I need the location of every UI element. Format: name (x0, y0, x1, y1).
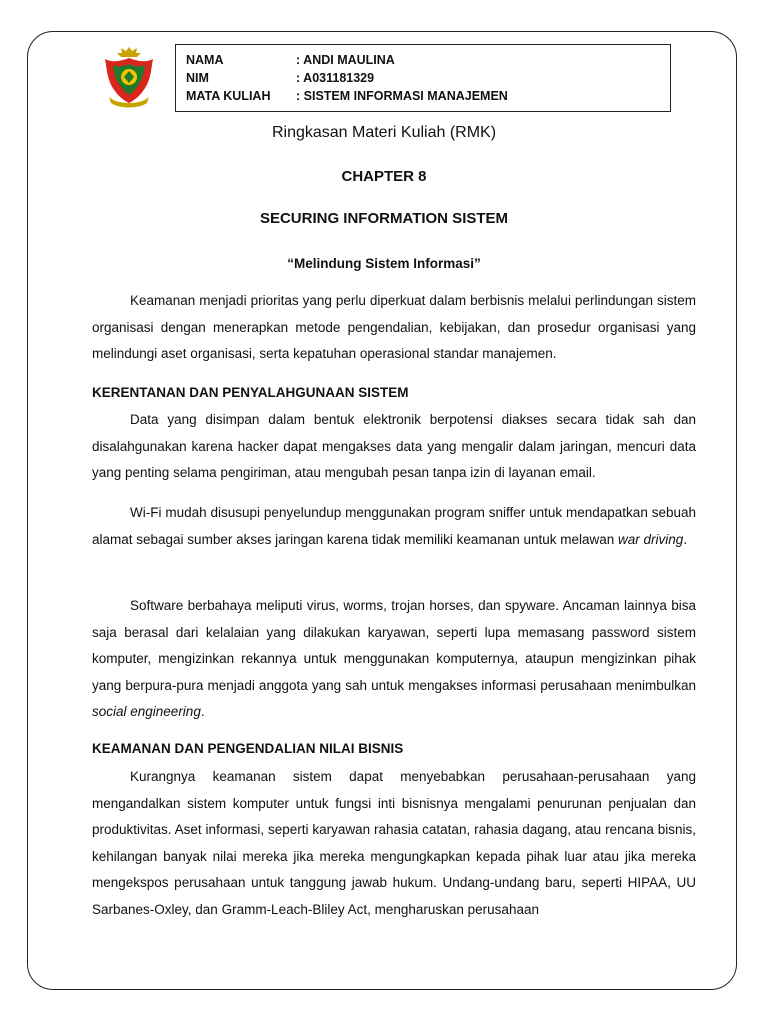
identity-label: MATA KULIAH (186, 89, 271, 103)
identity-row-nim (186, 69, 670, 87)
paragraph-main-text: Wi-Fi mudah disusupi penyelundup menggunakan program sniffer untuk mendapatkan sebuah alamat sebagai sumber akses jaringan karena tidak memiliki keamanan untuk melawan (92, 505, 696, 547)
document-title: SECURING INFORMATION SISTEM (259, 210, 509, 227)
paragraph-end: . (683, 531, 688, 547)
paragraph-end: . (200, 704, 205, 719)
italic-term: social engineering (92, 704, 201, 719)
rmk-title: Ringkasan Materi Kuliah (RMK) (271, 124, 497, 141)
italic-term: war driving (618, 531, 684, 547)
university-emblem (99, 41, 159, 111)
section-heading: KEAMANAN DAN PENGENDALIAN NILAI BISNIS (92, 741, 404, 756)
paragraph-text: Kurangnya keamanan sistem dapat menyebabkan perusahaan-perusahaan yang mengandalkan sistem komputer untuk fungsi inti bisnisnya mengalami penurunan penjualan dan produktivitas. Aset informasi, seperti karyawan rahasia catatan, rahasia dagang, atau rencana bisnis, kehilangan banyak nilai mereka jika mereka mengungkapkan kepada pihak luar atau jika mereka mengekspos perusahaan untuk tanggung jawab hukum. Undang-undang baru, seperti HIPAA, UU Sarbanes-Oxley, dan Gramm-Leach-Bliley Act, mengharuskan perusahaan (92, 769, 696, 917)
paragraph-text: Keamanan menjadi prioritas yang perlu diperkuat dalam berbisnis melalui perlindungan sistem organisasi dengan menerapkan metode pengendalian, kebijakan, dan prosedur organisasi yang melindungi aset organisasi, serta kepatuhan operasional standar manajemen. (92, 293, 696, 361)
identity-row-nama (186, 51, 670, 69)
paragraph-text (92, 500, 696, 553)
paragraph-main-text: Software berbahaya meliputi virus, worms, trojan horses, dan spyware. Ancaman lainnya bisa saja berasal dari kelalaian yang dilakukan karyawan, seperti lupa memasang password sistem komputer, mengizinkan rekannya untuk menggunakan komputernya, ataupun mengizinkan pihak yang berpura-pura menjadi anggota yang sah untuk mengakses informasi perusahaan menimbulkan (92, 598, 696, 693)
chapter-heading: CHAPTER 8 (341, 168, 427, 185)
section-heading-kerentanan (92, 385, 696, 400)
body-paragraph-2 (92, 407, 696, 487)
document-subtitle: “Melindung Sistem Informasi” (287, 256, 481, 271)
paragraph-text: Data yang disimpan dalam bentuk elektronik berpotensi diakses secara tidak sah dan disalahgunakan karena hacker dapat mengakses data yang mengalir dalam jaringan, mencuri data yang penting selama pengiriman, atau mengubah pesan tanpa izin di layanan email. (92, 412, 696, 480)
section-heading-keamanan (92, 741, 696, 756)
identity-label: NAMA (186, 53, 224, 67)
identity-value: : ANDI MAULINA (296, 53, 395, 67)
identity-row-mata-kuliah (186, 87, 670, 105)
section-heading: KERENTANAN DAN PENYALAHGUNAAN SISTEM (92, 385, 409, 400)
body-paragraph-4 (92, 593, 696, 726)
identity-value: : A031181329 (296, 71, 375, 85)
body-paragraph-5 (92, 764, 696, 923)
student-identity-box (175, 44, 671, 112)
identity-label: NIM (186, 71, 209, 85)
paragraph-text (92, 593, 696, 726)
body-paragraph-1 (92, 288, 696, 368)
body-paragraph-3 (92, 500, 696, 553)
identity-value: : SISTEM INFORMASI MANAJEMEN (296, 89, 508, 103)
